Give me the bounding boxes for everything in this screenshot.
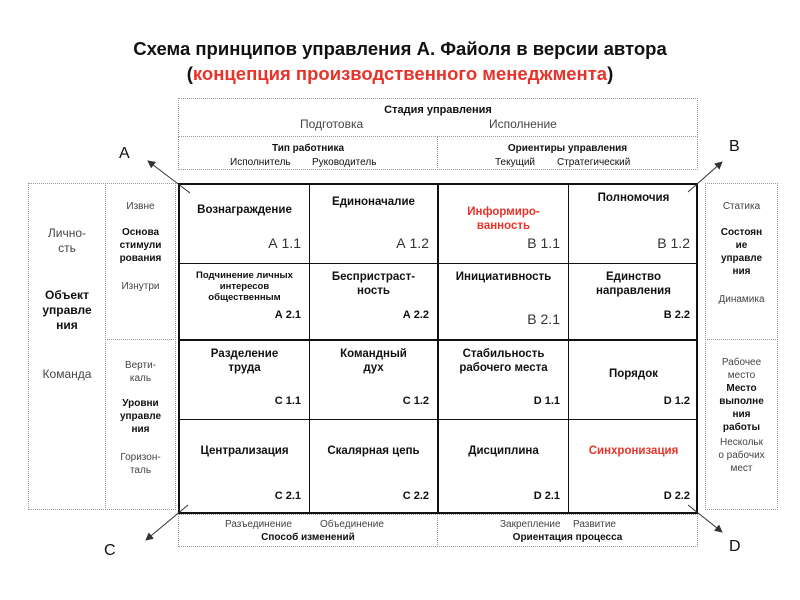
subtitle-red: концепция производственного менеджмента: [192, 63, 608, 84]
state-title: Состоян ие управле ния: [720, 227, 763, 277]
principle-code: D 2.2: [663, 490, 690, 502]
principle-name: Синхронизация: [588, 445, 679, 457]
arrow-a: [148, 161, 190, 193]
principle-name: Инициативность: [455, 271, 552, 283]
principle-name: Единство направления: [596, 271, 671, 297]
process-b: Развитие: [573, 519, 616, 530]
stage-title: Стадия управления: [384, 104, 492, 116]
principle-name: Командный дух: [340, 348, 407, 374]
workplace-bottom: Нескольк о рабочих мест: [718, 437, 765, 474]
levels-top: Верти- каль: [124, 360, 157, 384]
orient-right: Стратегический: [557, 157, 631, 168]
principle-name: Стабильность рабочего места: [459, 348, 548, 374]
principle-name: Вознаграждение: [197, 204, 292, 216]
principle-name: Дисциплина: [468, 445, 539, 457]
principle-code: В 1.2: [657, 235, 690, 251]
worker-title: Тип работника: [271, 143, 345, 154]
corner-label-a: A: [119, 145, 130, 162]
paren: ): [607, 63, 614, 84]
principle-code: С 1.1: [274, 395, 301, 407]
stage-left: Подготовка: [300, 117, 364, 131]
stimulus-top: Извне: [126, 201, 155, 212]
stage-right: Исполнение: [489, 117, 557, 131]
principle-name: Разделение труда: [210, 348, 279, 374]
object-bottom: Команда: [42, 367, 92, 381]
principle-name: Полномочия: [597, 192, 670, 204]
change-a: Разъединение: [225, 519, 292, 530]
object-title: Объект управле ния: [42, 288, 92, 332]
arrow-c: [146, 505, 188, 540]
worker-right: Руководитель: [312, 157, 377, 168]
workplace-title: Место выполне ния работы: [719, 383, 764, 433]
change-title: Способ изменений: [261, 532, 355, 543]
principle-name: Единоначалие: [332, 196, 415, 208]
title-line-1: Схема принципов управления А. Файоля в версии автора: [133, 38, 667, 59]
arrow-b: [688, 162, 722, 192]
principle-code: А 2.2: [402, 309, 429, 321]
levels-bottom: Горизон- таль: [120, 452, 161, 476]
orient-left: Текущий: [495, 157, 535, 168]
corner-label-c: C: [104, 542, 116, 559]
principle-code: С 1.2: [402, 395, 429, 407]
corner-label-b: B: [729, 138, 740, 155]
stimulus-title: Основа стимули рования: [119, 227, 162, 264]
principle-code: С 2.1: [274, 490, 301, 502]
principle-name: Скалярная цепь: [327, 445, 420, 457]
principle-code: С 2.2: [402, 490, 429, 502]
arrow-d: [688, 505, 722, 532]
principle-name: Порядок: [609, 368, 658, 380]
levels-title: Уровни управле ния: [119, 398, 162, 435]
worker-left: Исполнитель: [230, 157, 291, 168]
principle-code: В 1.1: [527, 235, 560, 251]
principle-code: В 2.1: [527, 311, 560, 327]
principle-code: А 2.1: [274, 309, 301, 321]
principle-code: А 1.2: [396, 235, 429, 251]
change-b: Объединение: [320, 519, 384, 530]
state-bottom: Динамика: [718, 294, 765, 305]
process-title: Ориентация процесса: [512, 532, 623, 543]
object-top: Лично- сть: [47, 226, 87, 255]
principle-name: Централизация: [200, 445, 289, 457]
principle-code: В 2.2: [663, 309, 690, 321]
principle-name: Информиро- ванность: [467, 206, 540, 232]
principle-name: Подчинение личных интересов общественным: [196, 270, 293, 303]
principle-name: Беспристраст- ность: [331, 271, 416, 297]
principle-code: А 1.1: [268, 235, 301, 251]
principle-code: D 2.1: [533, 490, 560, 502]
paren: (: [186, 63, 193, 84]
workplace-top: Рабочее место: [721, 357, 762, 381]
orient-title: Ориентиры управления: [507, 143, 628, 154]
stimulus-bottom: Изнутри: [121, 281, 160, 292]
principle-code: D 1.1: [533, 395, 560, 407]
state-top: Статика: [722, 201, 761, 212]
process-a: Закрепление: [500, 519, 561, 530]
principle-code: D 1.2: [663, 395, 690, 407]
corner-label-d: D: [729, 538, 741, 555]
